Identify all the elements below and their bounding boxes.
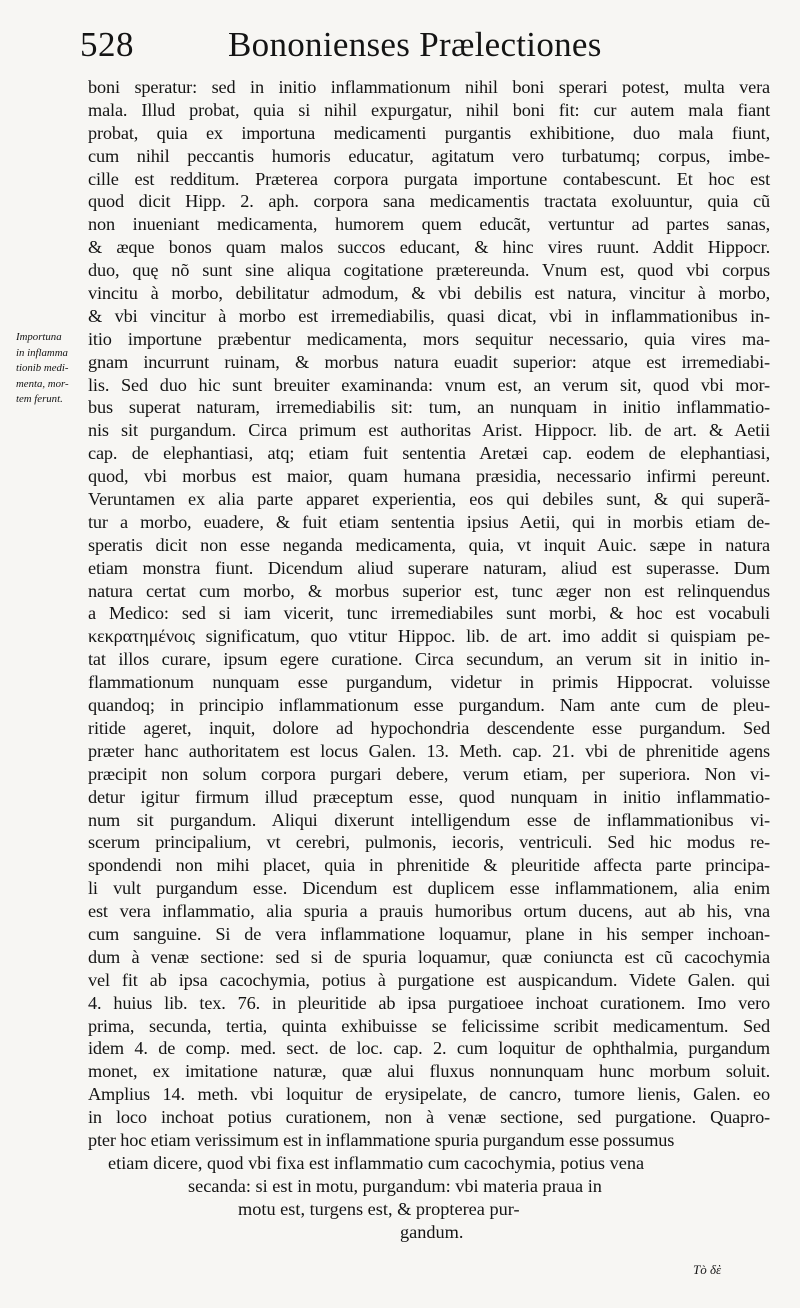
- text-line: flammationum nunquam esse purgandum, videtur in primis Hippocrat. voluisse: [88, 672, 770, 693]
- text-line: cum nihil peccantis humoris educatur, agitatum vero turbatumq; corpus, imbe-: [88, 145, 770, 166]
- text-line: quod, vbi morbus est maior, quam humana præsidia, necessario infirmi pereunt.: [88, 466, 770, 487]
- text-line: detur igitur firmum illud præceptum esse, quod nunquam in initio inflammatio-: [88, 786, 770, 807]
- text-line: prima, secunda, tertia, quinta exhibuisse se felicissime scribit medicamentum. Sed: [88, 1015, 770, 1036]
- text-line: cap. de elephantiasi, atq; etiam fuit sententia Aretæi cap. eodem de elephantiasi,: [88, 443, 770, 464]
- marginal-note-line: menta, mor-: [16, 377, 69, 390]
- closing-text-line: gandum.: [400, 1222, 464, 1242]
- text-line: & æque bonos quam malos succos educant, & hinc vires ruunt. Addit Hippocr.: [88, 237, 770, 258]
- text-line: vel fit ab ipsa cacochymia, potius à purgatione est auspicandum. Videte Galen. qui: [88, 969, 770, 990]
- text-line: idem 4. de comp. med. sect. de loc. cap. 2. cum loquitur de ophthalmia, purgandum: [88, 1038, 770, 1059]
- catchword: Tò δὲ: [693, 1262, 722, 1277]
- text-line: scerum principalium, vt cerebri, pulmonis, iecoris, ventriculi. Sed hic modus re-: [88, 832, 770, 853]
- text-line: 4. huius lib. tex. 76. in pleuritide ab ipsa purgatioee inchoat curationem. Imo vero: [88, 992, 770, 1013]
- page-header: [80, 20, 720, 76]
- text-line: cum sanguine. Si de vera inflammatione loquamur, plane in his semper inchoan-: [88, 923, 770, 944]
- text-line: gnam incurrunt ruinam, & morbus natura euadit superior: atque est irremediabi-: [88, 351, 770, 372]
- marginal-note-line: tem ferunt.: [16, 393, 63, 405]
- marginal-note-line: tionib medi-: [16, 362, 69, 374]
- text-line: pter hoc etiam verissimum est in inflammatione spuria purgandum esse possumus: [88, 1129, 675, 1150]
- text-line: duo, quę nõ sunt sine aliqua cogitatione prætereunda. Vnum est, quod vbi corpus: [88, 260, 770, 281]
- text-line: Amplius 14. meth. vbi loquitur de erysipelate, de cancro, tumore lienis, Galen. eo: [88, 1084, 770, 1105]
- closing-text-line: etiam dicere, quod vbi fixa est inflammatio cum cacochymia, potius vena: [108, 1153, 645, 1173]
- text-line: quod dicit Hipp. 2. aph. corpora sana medicamentis tractata exoluuntur, quia cũ: [88, 191, 770, 212]
- text-line: præcipit non solum corpora purgari debere, verum etiam, per superiora. Non vi-: [88, 763, 770, 784]
- text-line: quandoq; in principio inflammationum esse purgandum. Nam ante cum de pleu-: [88, 695, 770, 716]
- closing-text-line: secanda: si est in motu, purgandum: vbi materia praua in: [188, 1176, 602, 1196]
- body-text: [88, 76, 770, 1152]
- text-line: κεκρατημένοις significatum, quo vtitur Hippoc. lib. de art. imo addit si quispiam pe-: [88, 626, 770, 647]
- running-title: Bononienses Prælectiones: [228, 25, 602, 64]
- text-line: monet, ex imitatione naturæ, quæ alui fluxus nonnunquam hunc morbum soluit.: [88, 1061, 770, 1082]
- text-line: non inueniant medicamenta, humorem quem educãt, vertuntur ad partes sanas,: [88, 214, 770, 235]
- text-line: est vera inflammatio, alia spuria a prauis humoribus ortum ducens, aut ab his, vna: [88, 901, 770, 922]
- text-line: num sit purgandum. Aliqui dixerunt intelligendum esse de inflammationibus vi-: [88, 809, 770, 830]
- text-line: a Medico: sed si iam vicerit, tunc irremediabiles sunt morbi, & hoc est vocabuli: [88, 603, 770, 624]
- text-line: dum à venæ sectione: sed si de spuria loquamur, quæ coniuncta est cũ cacochymia: [88, 946, 770, 967]
- text-line: præter hanc authoritatem est locus Galen. 13. Meth. cap. 21. vbi de phrenitide agens: [88, 740, 770, 761]
- text-line: natura certat cum morbo, & morbus superior est, tunc æger non est relinquendus: [88, 580, 770, 601]
- text-line: tat illos curare, ipsum egere curatione. Circa secundum, an verum sit in initio in-: [88, 649, 770, 670]
- text-line: etiam monstra fiunt. Dicendum aliud superare naturam, aliud est superasse. Dum: [88, 557, 770, 578]
- text-line: cille est redditum. Præterea corpora purgata importune contabescunt. Et hoc est: [88, 168, 770, 189]
- text-line: spondendi non mihi placet, quia in phrenitide & pleuritide affecta parte principa-: [88, 855, 770, 876]
- marginal-note: [16, 330, 86, 408]
- text-line: in loco inchoat potius curationem, non à venæ sectione, sed purgatione. Quapro-: [88, 1107, 770, 1128]
- text-line: Veruntamen ex alia parte apparet experientia, eos qui debiles sunt, & qui superã-: [88, 489, 770, 510]
- text-line: boni speratur: sed in initio inflammationum nihil boni sperari potest, multa vera: [88, 77, 770, 97]
- text-line: speratis dicit non esse neganda medicamenta, quia, vt inquit Auic. sæpe in natura: [88, 534, 770, 555]
- closing-text-line: motu est, turgens est, & propterea pur-: [238, 1199, 520, 1219]
- text-line: li vult purgandum esse. Dicendum est duplicem esse inflammationem, alia enim: [88, 878, 770, 899]
- marginal-note-line: in inflamma: [16, 346, 68, 359]
- text-line: bus superat naturam, irremediabilis sit: tum, an nunquam in initio inflammatio-: [88, 397, 770, 418]
- text-line: tur a morbo, euadere, & fuit etiam sententia ipsius Aetii, qui in morbis etiam de-: [88, 511, 770, 532]
- text-line: itio importune præbentur medicamenta, mors sequitur necessario, quia vires ma-: [88, 328, 770, 349]
- text-line: probat, quia ex importuna medicamenti purgantis exhibitione, duo mala fiunt,: [88, 122, 770, 143]
- text-line: lis. Sed duo hic sunt breuiter examinanda: vnum est, an verum sit, quod vbi mor-: [88, 374, 770, 395]
- text-line: mala. Illud probat, quia si nihil expurgatur, nihil boni fit: cur autem mala fiant: [88, 99, 770, 120]
- text-line: & vbi vincitur à morbo est irremediabilis, quasi dicat, vbi in inflammationibus in-: [88, 305, 770, 326]
- page-number: 528: [80, 25, 134, 64]
- text-line: vincitu à morbo, debilitatur admodum, & vbi debilis est natura, vincitur à morbo,: [88, 283, 770, 304]
- text-line: nis sit purgandum. Circa primum est authoritas Arist. Hippocr. lib. de art. & Aetii: [88, 420, 770, 441]
- marginal-note-line: Importuna: [16, 331, 62, 343]
- text-line: ritide ageret, inquit, dolore ad hypochondria descendente esse purgandum. Sed: [88, 717, 770, 738]
